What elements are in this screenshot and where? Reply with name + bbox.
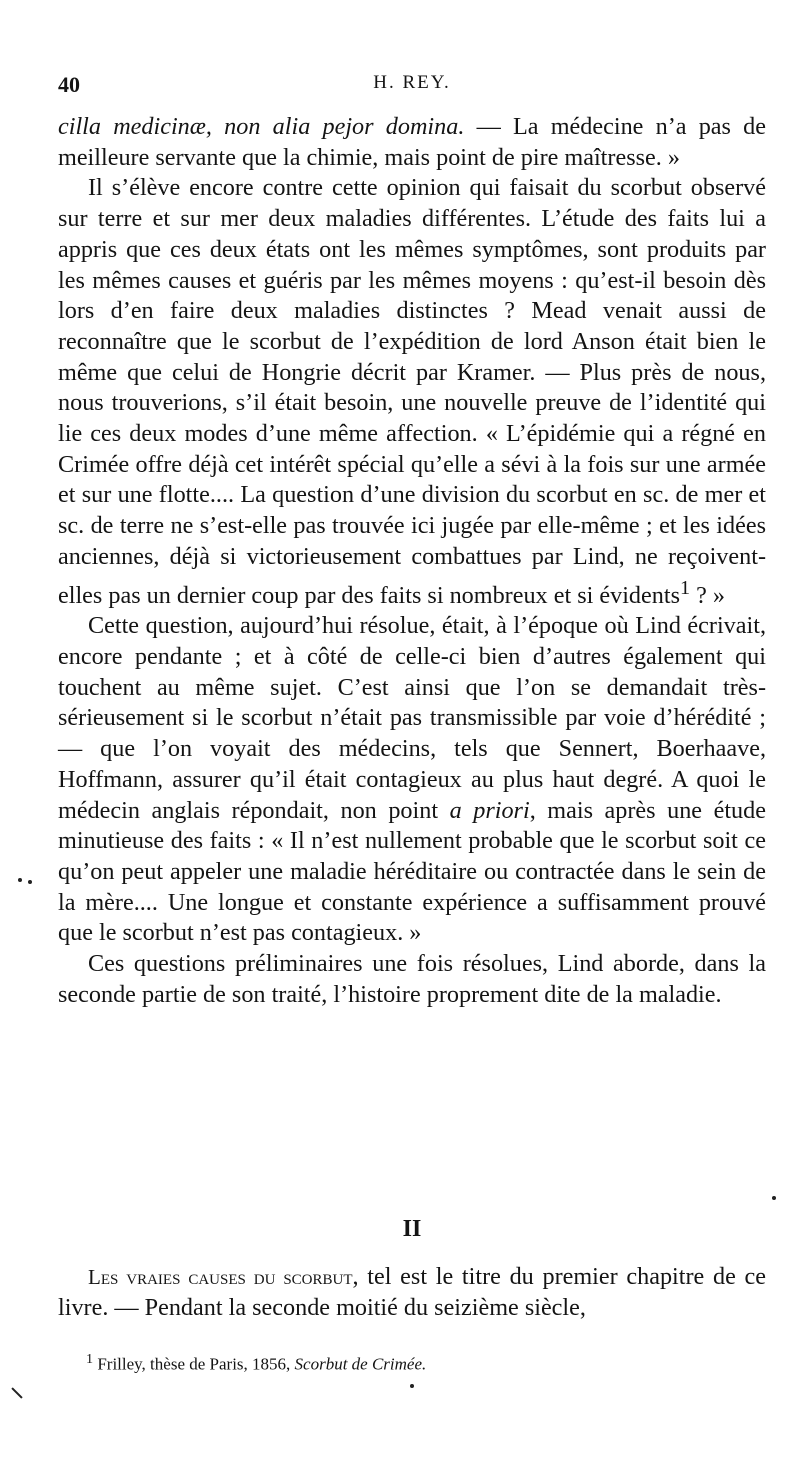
stray-mark bbox=[28, 880, 32, 884]
paragraph-text: , tel est le titre du premier chapitre de ce livre. — Pendant la seconde moitié du seizième siècle, bbox=[58, 1263, 766, 1321]
stray-mark bbox=[11, 1387, 22, 1398]
paragraph-text: Ces questions préliminaires une fois résolues, Lind aborde, dans la seconde partie de son traité, l’histoire proprement dite de la maladie. bbox=[58, 950, 766, 1008]
footnote-marker: 1 bbox=[86, 1351, 94, 1367]
footnote-reference: 1 bbox=[680, 576, 691, 599]
paragraph bbox=[58, 173, 766, 611]
paragraph bbox=[58, 1262, 766, 1323]
paragraph-text: — La médecine n’a pas de meilleure servante que la chimie, mais point de pire maîtresse. » bbox=[58, 113, 766, 171]
paragraph bbox=[58, 949, 766, 1010]
paragraph-continuation bbox=[58, 112, 766, 173]
footnote-text: Frilley, thèse de Paris, 1856, bbox=[93, 1354, 295, 1374]
stray-mark bbox=[410, 1384, 414, 1388]
section-numeral: II bbox=[402, 1216, 422, 1242]
paragraph-text-end: , mais après une étude minutieuse des faits : « Il n’est nullement probable que le scorbut soit ce qu’on peut appeler une maladie héréditaire ou contractée dans le sein de la mère.... Une longue et constante expérience a suffisamment prouvé que le scorbut n’est pas contagieux. » bbox=[58, 796, 766, 947]
footnote-title: Scorbut de Crimée. bbox=[294, 1354, 427, 1374]
section-text bbox=[58, 1262, 766, 1323]
paragraph-text-end: ? » bbox=[690, 581, 726, 609]
stray-mark bbox=[772, 1196, 776, 1200]
main-text bbox=[58, 112, 766, 1010]
paragraph-text: Cette question, aujourd’hui résolue, était, à l’époque où Lind écrivait, encore pendante ; et à côté de celle-ci bien d’autres également qui touchent au même sujet. C’est ainsi que l’on se demandait très-sérieusement si le scorbut n’était pas transmissible par voie d’hérédité ; — que l’on voyait des médecins, tels que Sennert, Boerhaave, Hoffmann, assurer qu’il était contagieux au plus haut degré. A quoi le médecin anglais répondait, non point bbox=[58, 612, 766, 824]
chapter-title-smallcaps: Les vraies causes du scorbut bbox=[88, 1265, 353, 1289]
latin-quote: cilla medicinæ, non alia pejor domina. bbox=[58, 113, 465, 140]
running-head: H. REY. bbox=[373, 72, 451, 93]
paragraph-text: Il s’élève encore contre cette opinion qui faisait du scorbut observé sur terre et sur mer deux maladies différentes. L’étude des faits lui a appris que ces deux états ont les mêmes symptômes, sont produits par les mêmes causes et guéris par les mêmes moyens : qu’est-il besoin dès lors d’en faire deux maladies distinctes ? Mead venait aussi de reconnaître que le scorbut de l’expédition de lord Anson était bien le même que celui de Hongrie décrit par Kramer. — Plus près de nous, nous trouverions, s’il était besoin, une nouvelle preuve de l’identité qui lie ces deux modes d’une même affection. « L’épidémie qui a régné en Crimée offre déjà cet intérêt spécial qu’elle a sévi à la fois sur une armée et sur une flotte.... La question d’une division du scorbut en sc. de mer et sc. de terre ne s’est-elle pas trouvée ici jugée par elle-même ; et les idées anciennes, déjà si victorieusement combattues par Lind, ne reçoivent-elles pas un dernier coup par des faits si nombreux et si évidents bbox=[58, 174, 766, 609]
page-number: 40 bbox=[58, 72, 80, 97]
paragraph bbox=[58, 611, 766, 949]
footnote bbox=[86, 1348, 766, 1376]
stray-mark bbox=[18, 878, 22, 882]
latin-phrase: a priori bbox=[449, 796, 530, 824]
page-header bbox=[58, 72, 766, 102]
